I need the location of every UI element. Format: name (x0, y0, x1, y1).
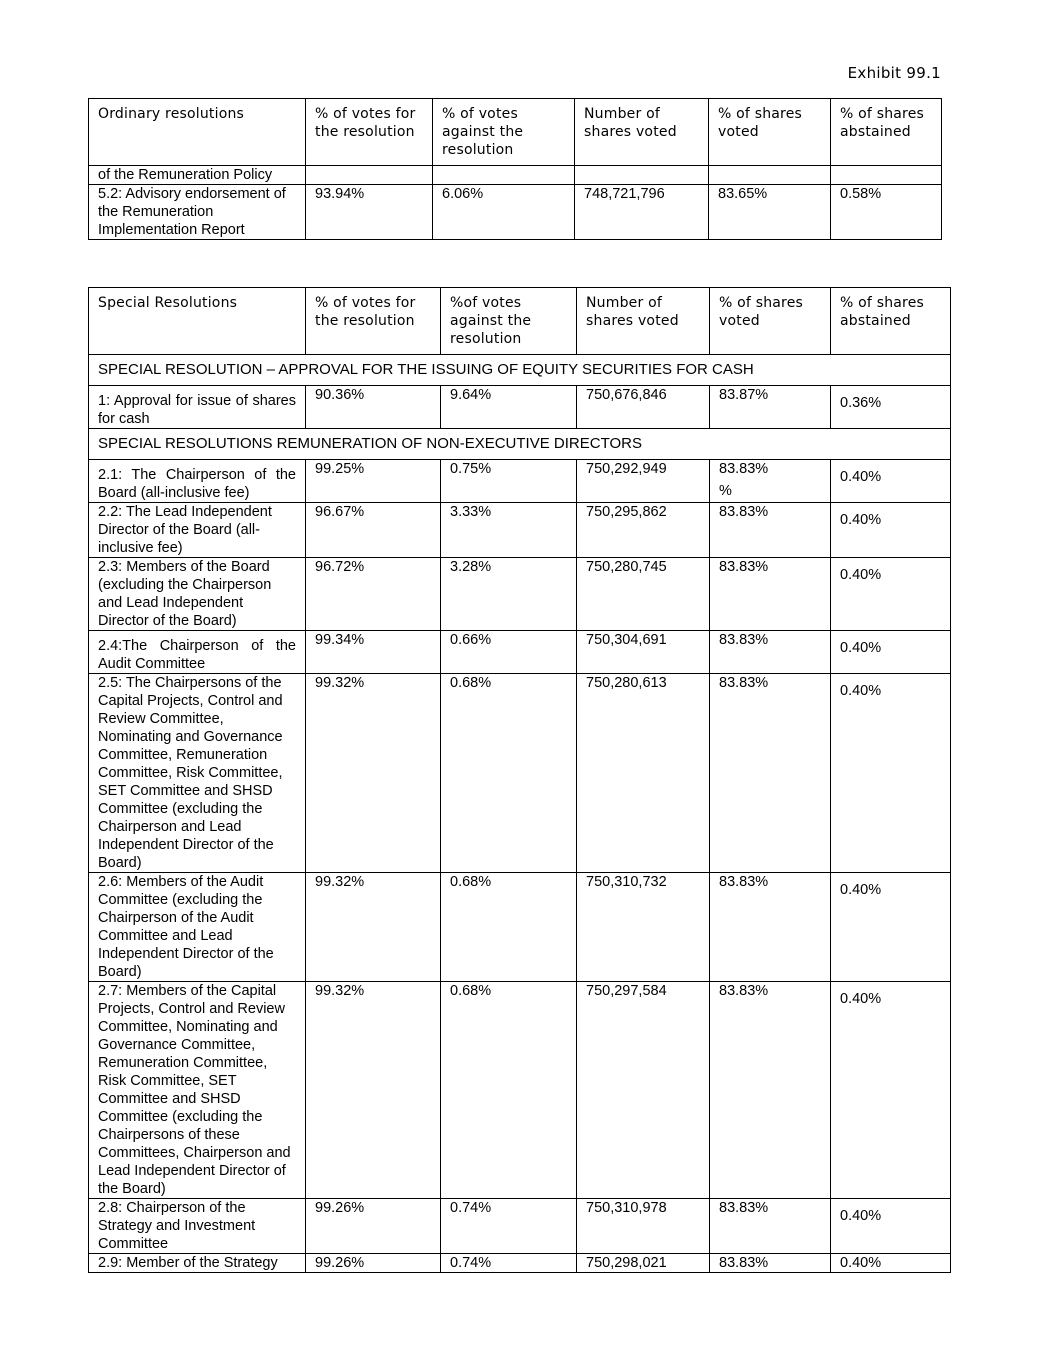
shares-number: 750,292,949 (577, 460, 710, 503)
votes-for: 99.26% (306, 1199, 441, 1254)
votes-for: 96.67% (306, 503, 441, 558)
header-cell: % of shares abstained (831, 99, 942, 166)
table-row (89, 1254, 951, 1273)
table-row (89, 166, 942, 185)
shares-number (575, 166, 709, 185)
ordinary-resolutions-table (88, 98, 942, 240)
resolution-label: 2.6: Members of the Audit Committee (excluding the Chairperson of the Audit Committee and Lead Independent Director of the Board) (89, 873, 306, 982)
special-resolutions-table (88, 287, 951, 1273)
votes-against: 0.68% (441, 982, 577, 1199)
shares-voted: 83.83% (710, 1254, 831, 1273)
votes-for: 99.32% (306, 982, 441, 1199)
resolution-label: 2.5: The Chairpersons of the Capital Projects, Control and Review Committee, Nominating and Governance Committee, Remuneration Committee, Risk Committee, SET Committee and SHSD Committee (excluding the Chairperson and Lead Independent Director of the Board) (89, 674, 306, 873)
exhibit-label: Exhibit 99.1 (847, 64, 941, 82)
table-row (89, 674, 951, 873)
resolution-label: 2.8: Chairperson of the Strategy and Investment Committee (89, 1199, 306, 1254)
table-row (89, 873, 951, 982)
votes-against: 0.74% (441, 1254, 577, 1273)
votes-for: 93.94% (306, 185, 433, 240)
shares-abstained (831, 166, 942, 185)
shares-number: 748,721,796 (575, 185, 709, 240)
shares-number: 750,304,691 (577, 631, 710, 674)
shares-abstained: 0.40% (831, 558, 951, 631)
table-row (89, 386, 951, 429)
shares-number: 750,295,862 (577, 503, 710, 558)
shares-voted: 83.83% (710, 503, 831, 558)
header-cell: Number of shares voted (575, 99, 709, 166)
votes-for: 99.25% (306, 460, 441, 503)
votes-for: 99.32% (306, 674, 441, 873)
shares-abstained: 0.40% (831, 674, 951, 873)
shares-voted (709, 166, 831, 185)
shares-number: 750,676,846 (577, 386, 710, 429)
header-cell: %of votes against the resolution (441, 288, 577, 355)
resolution-label: 2.9: Member of the Strategy (89, 1254, 306, 1273)
shares-abstained: 0.40% (831, 1254, 951, 1273)
table-row (89, 982, 951, 1199)
header-cell: Special Resolutions (89, 288, 306, 355)
shares-number: 750,280,745 (577, 558, 710, 631)
votes-for: 99.26% (306, 1254, 441, 1273)
votes-against: 0.75% (441, 460, 577, 503)
shares-abstained: 0.40% (831, 460, 951, 503)
resolution-label: of the Remuneration Policy (89, 166, 306, 185)
votes-for: 99.32% (306, 873, 441, 982)
votes-against: 3.33% (441, 503, 577, 558)
shares-abstained: 0.40% (831, 631, 951, 674)
section-row (89, 355, 951, 386)
shares-voted-value: 83.83% (719, 461, 769, 477)
shares-abstained: 0.58% (831, 185, 942, 240)
resolution-label: 2.7: Members of the Capital Projects, Control and Review Committee, Nominating and Governance Committee, Remuneration Committee, Risk Committee, SET Committee and SHSD Committee (excluding the Chairpersons of these Committees, Chairperson and Lead Independent Director of the Board) (89, 982, 306, 1199)
shares-number: 750,298,021 (577, 1254, 710, 1273)
table-row (89, 558, 951, 631)
shares-abstained: 0.40% (831, 873, 951, 982)
table-row (89, 185, 942, 240)
shares-voted: 83.83% (710, 1199, 831, 1254)
header-cell: % of shares abstained (831, 288, 951, 355)
header-cell: % of shares voted (710, 288, 831, 355)
votes-against: 0.66% (441, 631, 577, 674)
section-title: SPECIAL RESOLUTION – APPROVAL FOR THE ISSUING OF EQUITY SECURITIES FOR CASH (89, 355, 951, 386)
shares-number: 750,297,584 (577, 982, 710, 1199)
resolution-label: 2.1: The Chairperson of the Board (all-inclusive fee) (89, 460, 306, 503)
votes-against: 0.68% (441, 674, 577, 873)
shares-voted (710, 460, 831, 503)
resolution-label: 1: Approval for issue of shares for cash (89, 386, 306, 429)
header-cell: Number of shares voted (577, 288, 710, 355)
shares-voted: 83.83% (710, 558, 831, 631)
shares-voted-extra: % (719, 483, 732, 499)
shares-voted: 83.83% (710, 873, 831, 982)
header-cell: % of votes against the resolution (433, 99, 575, 166)
shares-number: 750,310,978 (577, 1199, 710, 1254)
votes-against: 3.28% (441, 558, 577, 631)
section-title: SPECIAL RESOLUTIONS REMUNERATION OF NON-EXECUTIVE DIRECTORS (89, 429, 951, 460)
votes-for: 99.34% (306, 631, 441, 674)
shares-abstained: 0.40% (831, 503, 951, 558)
votes-for: 90.36% (306, 386, 441, 429)
header-cell: % of shares voted (709, 99, 831, 166)
header-cell: % of votes for the resolution (306, 288, 441, 355)
shares-voted: 83.83% (710, 631, 831, 674)
shares-number: 750,280,613 (577, 674, 710, 873)
shares-abstained: 0.40% (831, 982, 951, 1199)
table-header-row (89, 288, 951, 355)
shares-voted: 83.87% (710, 386, 831, 429)
table-header-row (89, 99, 942, 166)
votes-against: 9.64% (441, 386, 577, 429)
shares-number: 750,310,732 (577, 873, 710, 982)
resolution-label: 2.2: The Lead Independent Director of the Board (all-inclusive fee) (89, 503, 306, 558)
header-cell: Ordinary resolutions (89, 99, 306, 166)
votes-against: 0.68% (441, 873, 577, 982)
votes-against: 6.06% (433, 185, 575, 240)
shares-abstained: 0.40% (831, 1199, 951, 1254)
resolution-label: 2.4:The Chairperson of the Audit Committee (89, 631, 306, 674)
votes-against: 0.74% (441, 1199, 577, 1254)
votes-against (433, 166, 575, 185)
header-cell: % of votes for the resolution (306, 99, 433, 166)
resolution-label: 5.2: Advisory endorsement of the Remuneration Implementation Report (89, 185, 306, 240)
section-row (89, 429, 951, 460)
shares-abstained: 0.36% (831, 386, 951, 429)
table-row (89, 460, 951, 503)
table-row (89, 1199, 951, 1254)
table-row (89, 503, 951, 558)
shares-voted: 83.83% (710, 674, 831, 873)
resolution-label: 2.3: Members of the Board (excluding the Chairperson and Lead Independent Director of the Board) (89, 558, 306, 631)
shares-voted: 83.83% (710, 982, 831, 1199)
shares-voted: 83.65% (709, 185, 831, 240)
votes-for (306, 166, 433, 185)
votes-for: 96.72% (306, 558, 441, 631)
table-row (89, 631, 951, 674)
